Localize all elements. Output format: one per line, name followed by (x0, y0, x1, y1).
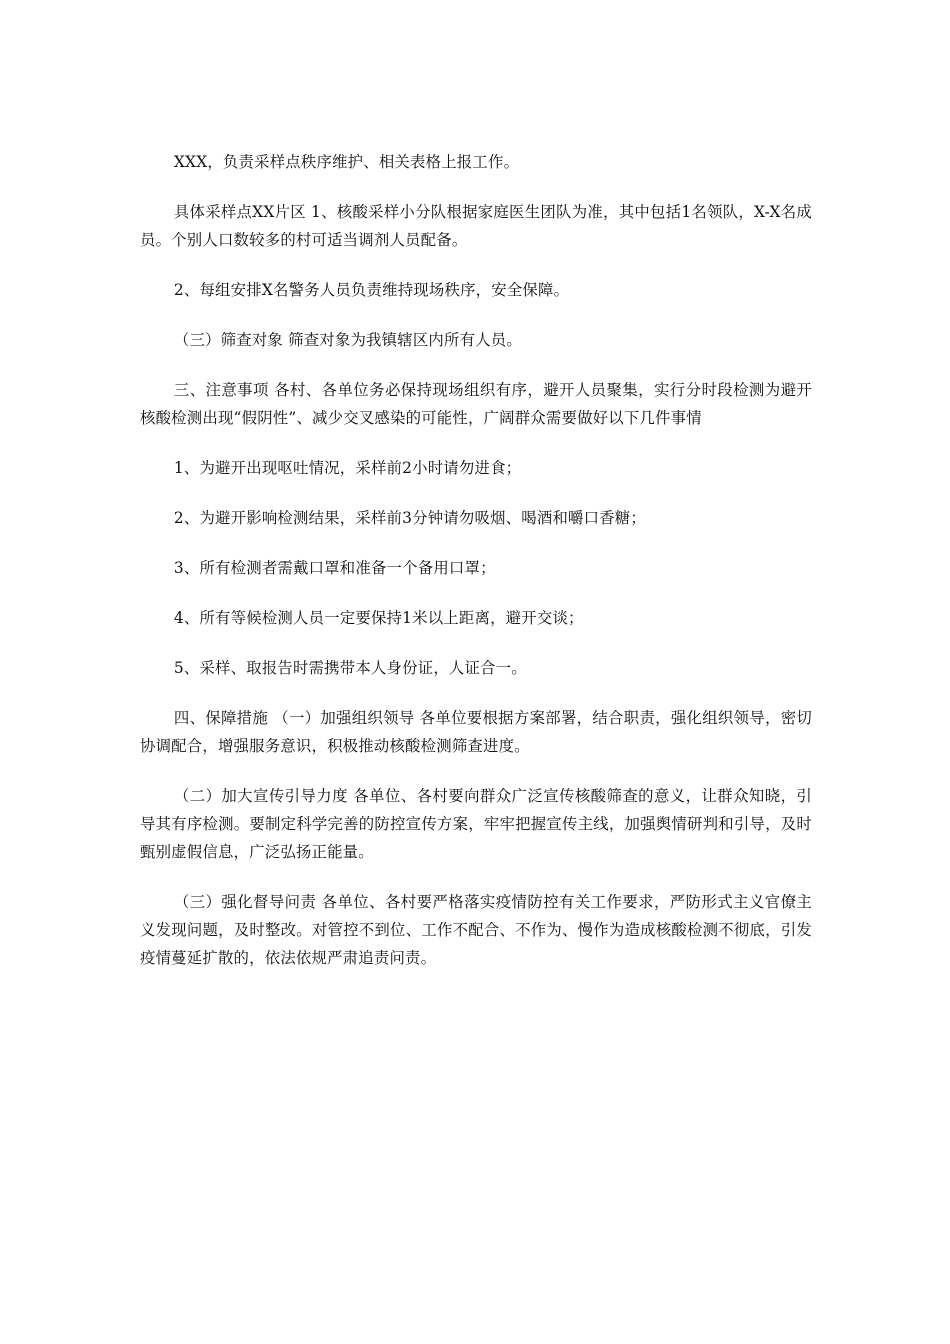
paragraph-safeguard-publicity: （二）加大宣传引导力度 各单位、各村要向群众广泛宣传核酸筛查的意义，让群众知晓，引导其有序检测。要制定科学完善的防控宣传方案，牢牢把握宣传主线，加强舆情研判和引导，及时甄别虚假信息，广泛弘扬正能量。 (140, 787, 812, 861)
document-body (140, 148, 812, 994)
paragraph-note-5: 5、采样、取报告时需携带本人身份证，人证合一。 (173, 659, 527, 677)
paragraph-police-arrangement: 2、每组安排X名警务人员负责维持现场秩序，安全保障。 (173, 281, 570, 299)
paragraph-safeguard-leadership: 四、保障措施 （一）加强组织领导 各单位要根据方案部署，结合职责，强化组织领导，密切协调配合，增强服务意识，积极推动核酸检测筛查进度。 (140, 709, 812, 755)
paragraph-note-1: 1、为避开出现呕吐情况，采样前2小时请勿进食； (173, 459, 522, 477)
paragraph-staff-duty: XXX，负责采样点秩序维护、相关表格上报工作。 (173, 153, 520, 171)
paragraph-screening-target: （三）筛查对象 筛查对象为我镇辖区内所有人员。 (173, 331, 522, 349)
paragraph-notes-heading: 三、注意事项 各村、各单位务必保持现场组织有序，避开人员聚集，实行分时段检测为避开核酸检测出现“假阴性”、减少交叉感染的可能性，广阔群众需要做好以下几件事情 (140, 381, 812, 427)
paragraph-sampling-team: 具体采样点XX片区 1、核酸采样小分队根据家庭医生团队为准，其中包括1名领队，X-X名成员。个别人口数较多的村可适当调剂人员配备。 (140, 203, 812, 249)
paragraph-safeguard-accountability: （三）强化督导问责 各单位、各村要严格落实疫情防控有关工作要求，严防形式主义官僚主义发现问题，及时整改。对管控不到位、工作不配合、不作为、慢作为造成核酸检测不彻底，引发疫情蔓延扩散的，依法依规严肃追责问责。 (140, 893, 812, 967)
paragraph-note-2: 2、为避开影响检测结果，采样前3分钟请勿吸烟、喝酒和嚼口香糖； (173, 509, 646, 527)
paragraph-note-3: 3、所有检测者需戴口罩和准备一个备用口罩； (173, 559, 496, 577)
paragraph-note-4: 4、所有等候检测人员一定要保持1米以上距离，避开交谈； (173, 609, 584, 627)
